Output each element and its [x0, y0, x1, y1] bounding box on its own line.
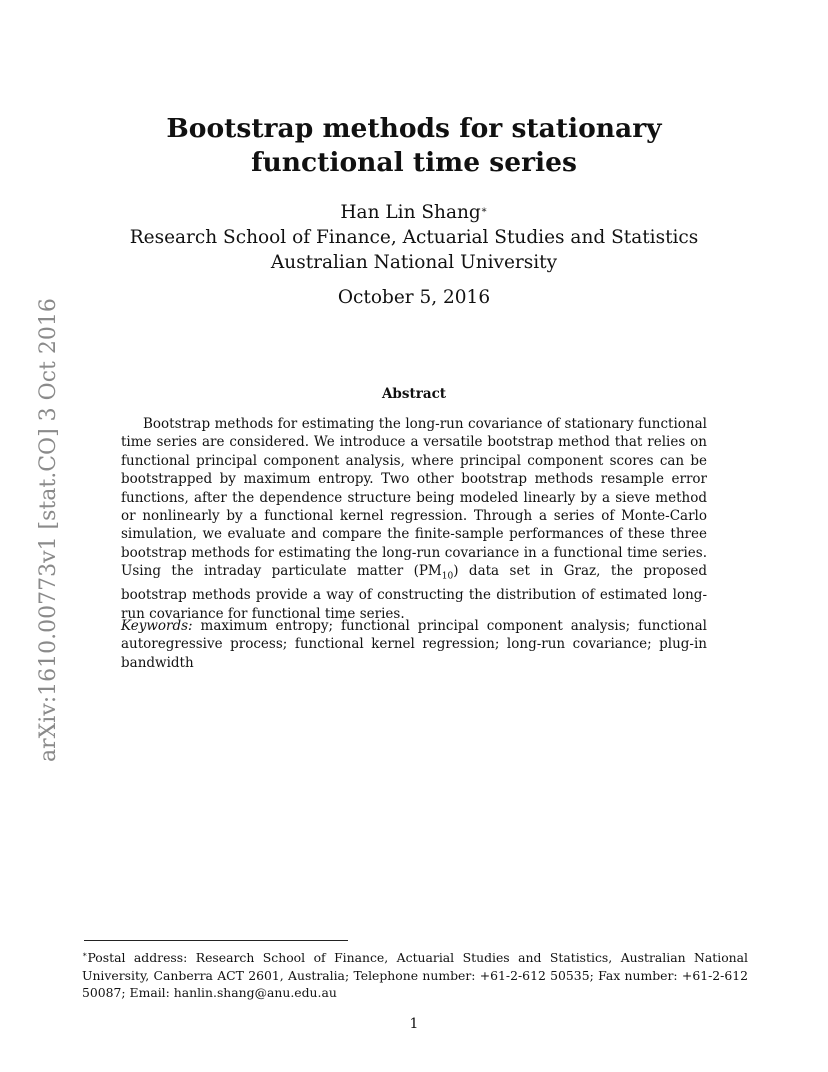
footnote-text: Postal address: Research School of Finance, Actuarial Studies and Statistics, Australian National University, Canberra ACT 2601, Australia; Telephone number: +61-2-612 50535; Fax number: +61-2-612 50087; Email: hanlin.shang@anu.edu.au	[82, 950, 748, 1001]
keywords-text: maximum entropy; functional principal component analysis; functional autoregressive process; functional kernel regression; long-run covariance; plug-in bandwidth	[121, 618, 707, 671]
affiliation-line-2: Australian National University	[270, 252, 558, 273]
abstract-heading: Abstract	[381, 386, 447, 402]
affiliation-line-1: Research School of Finance, Actuarial Studies and Statistics	[129, 227, 699, 248]
page-number: 1	[409, 1016, 419, 1032]
abstract-text-part-2: ) data set in Graz, the proposed bootstrap methods provide a way of constructing the distribution of estimated long-run covariance for functional time series.	[121, 563, 707, 622]
keywords-paragraph	[121, 617, 707, 672]
keywords-label: Keywords:	[121, 618, 193, 634]
author-name: Han Lin Shang	[340, 202, 481, 223]
paper-title: Bootstrap methods for stationary functional time series	[166, 113, 662, 178]
footnote-divider	[84, 940, 348, 941]
author-line	[90, 200, 738, 225]
arxiv-identifier-stamp: arXiv:1610.00773v1 [stat.CO] 3 Oct 2016	[36, 298, 61, 762]
author-footnote-mark: ∗	[480, 205, 488, 216]
abstract-text-part-1: Bootstrap methods for estimating the long-run covariance of stationary functional time series are considered. We introduce a versatile bootstrap method that relies on functional principal component analysis, where principal component scores can be bootstrapped by maximum entropy. Two other bootstrap methods resample error functions, after the dependence structure being modeled linearly by a sieve method or nonlinearly by a functional kernel regression. Through a series of Monte-Carlo simulation, we evaluate and compare the finite-sample performances of these three bootstrap methods for estimating the long-run covariance in a functional time series. Using the intraday particulate matter (PM	[121, 416, 707, 580]
abstract-body	[121, 415, 707, 623]
paper-date: October 5, 2016	[337, 287, 491, 308]
author-block	[90, 200, 738, 275]
footnote	[82, 946, 748, 1002]
abstract-subscript: 10	[441, 571, 454, 582]
footnote-mark: ∗	[82, 950, 88, 959]
